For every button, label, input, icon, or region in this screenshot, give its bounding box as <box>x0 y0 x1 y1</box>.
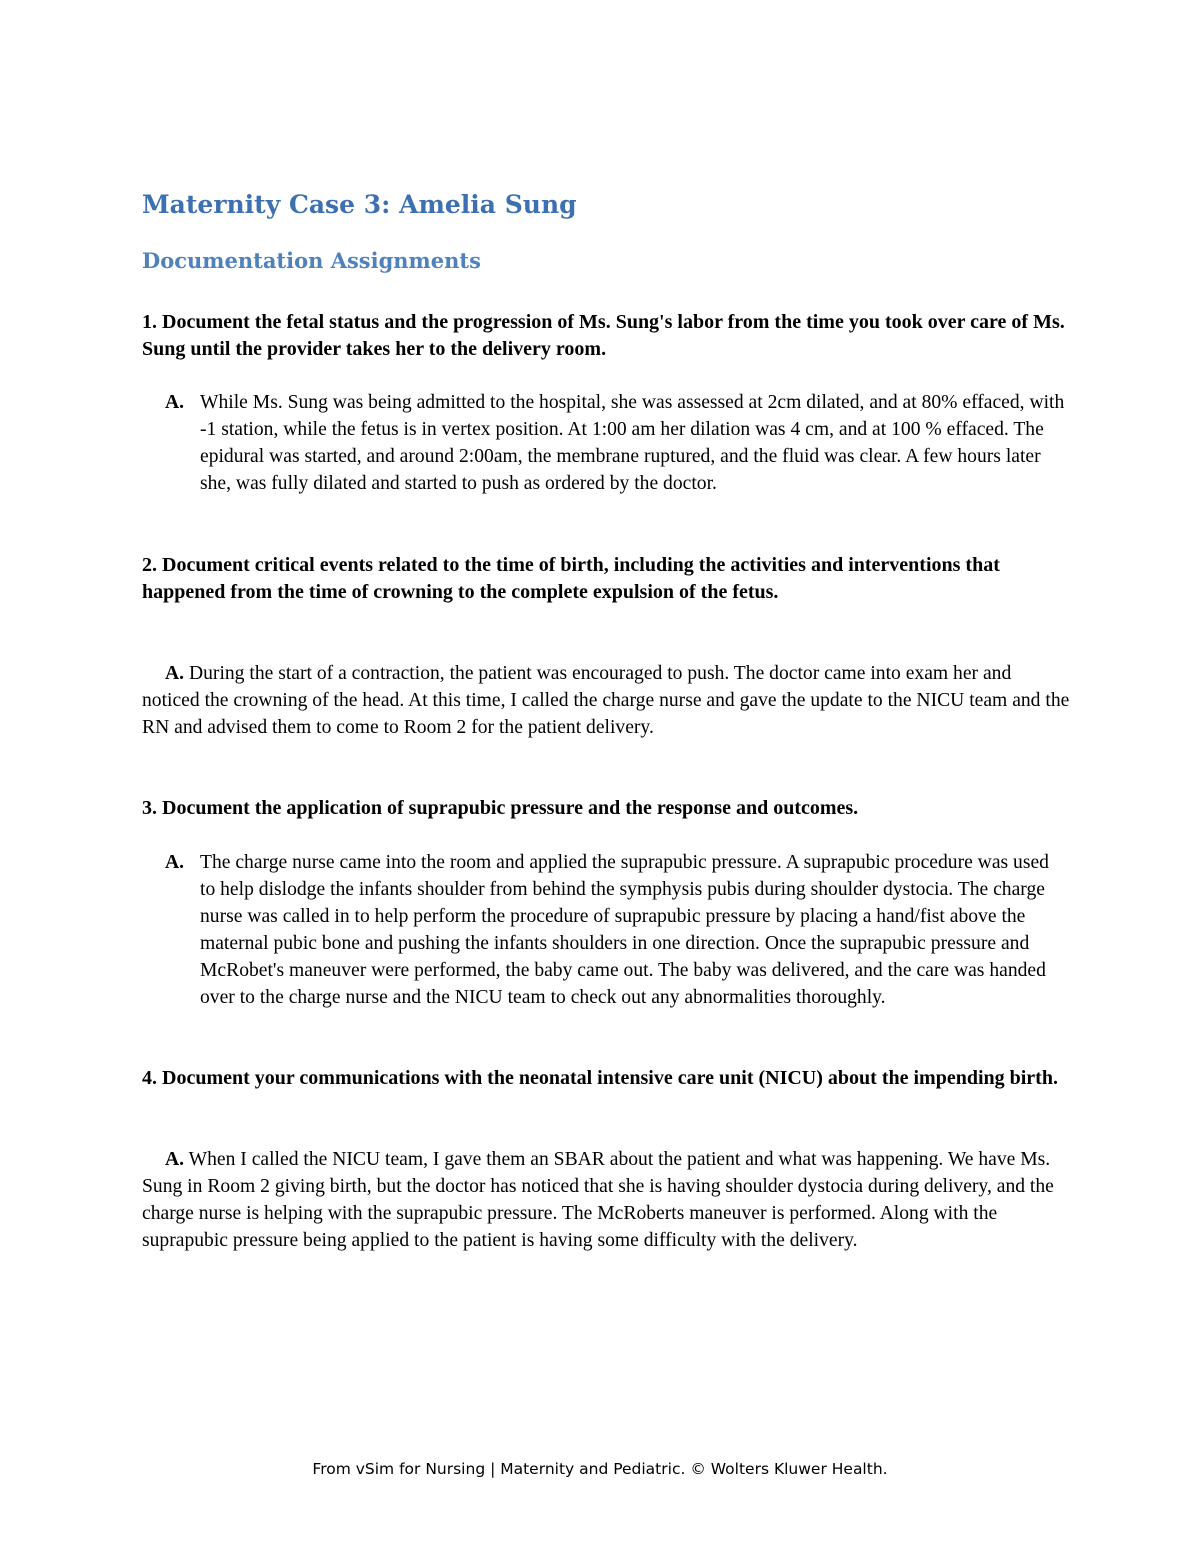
answer-2-label: A. <box>165 663 185 684</box>
answer-2-text: During the start of a contraction, the patient was encouraged to push. The doctor came into exam her and noticed the crowning of the head. At this time, I called the charge nurse and gave the update to the NICU team and the RN and advised them to come to Room 2 for the patient delivery. <box>142 663 1070 738</box>
section-heading: Documentation Assignments <box>142 248 481 273</box>
page-footer: From vSim for Nursing | Maternity and Pediatric. © Wolters Kluwer Health. <box>312 1460 888 1478</box>
answer-3-label: A. <box>165 852 185 873</box>
answer-4-text: When I called the NICU team, I gave them an SBAR about the patient and what was happening. We have Ms. Sung in Room 2 giving birth, but the doctor has noticed that she is having shoulder dystocia during delivery, and the charge nurse is helping with the suprapubic pressure. The McRoberts maneuver is performed. Along with the suprapubic pressure being applied to the patient is having some difficulty with the delivery. <box>142 1149 1054 1251</box>
answer-4-label: A. <box>165 1149 185 1170</box>
answer-3-text: The charge nurse came into the room and applied the suprapubic pressure. A suprapubic procedure was used to help dislodge the infants shoulder from behind the symphysis pubis during shoulder dystocia. The charge nurse was called in to help perform the procedure of suprapubic pressure by placing a hand/fist above the maternal pubic bone and pushing the infants shoulders in one direction. Once the suprapubic pressure and McRobet's maneuver were performed, the baby came out. The baby was delivered, and the care was handed over to the charge nurse and the NICU team to check out any abnormalities thoroughly. <box>200 852 1049 1008</box>
question-2: 2. Document critical events related to the time of birth, including the activities and interventions that happened from the time of crowning to the complete expulsion of the fetus. <box>142 554 1000 603</box>
question-4: 4. Document your communications with the neonatal intensive care unit (NICU) about the impending birth. <box>142 1067 1058 1089</box>
answer-1-label: A. <box>165 392 185 413</box>
question-3: 3. Document the application of suprapubic pressure and the response and outcomes. <box>142 797 859 819</box>
answer-1-text: While Ms. Sung was being admitted to the hospital, she was assessed at 2cm dilated, and at 80% effaced, with -1 station, while the fetus is in vertex position. At 1:00 am her dilation was 4 cm, and at 100 % effaced. The epidural was started, and around 2:00am, the membrane ruptured, and the fluid was clear. A few hours later she, was fully dilated and started to push as ordered by the doctor. <box>200 392 1065 494</box>
answer-4 <box>142 1146 1072 1254</box>
document-title: Maternity Case 3: Amelia Sung <box>142 190 577 219</box>
answer-3 <box>165 849 1065 1011</box>
answer-2 <box>142 660 1072 741</box>
question-1: 1. Document the fetal status and the progression of Ms. Sung's labor from the time you took over care of Ms. Sung until the provider takes her to the delivery room. <box>142 311 1065 360</box>
answer-1 <box>165 389 1065 497</box>
